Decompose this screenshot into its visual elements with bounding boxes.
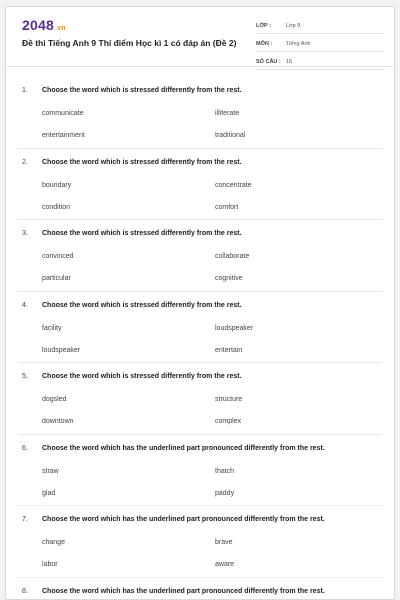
question-item (6, 578, 394, 600)
logo-main: 2048 (22, 17, 54, 33)
answer-option[interactable]: aware (215, 561, 235, 568)
question-number: 6. (22, 444, 28, 452)
question-text: Choose the word which is stressed differently from the rest. (42, 373, 242, 380)
answer-option[interactable]: paddy (215, 489, 235, 497)
question-item (6, 506, 394, 578)
meta-question-count (256, 55, 384, 70)
question-number: 1. (22, 87, 28, 94)
meta-label: MÔN : (256, 41, 273, 47)
question-item (6, 292, 394, 364)
answer-option[interactable]: loudspeaker (42, 346, 81, 354)
question-item (6, 77, 394, 149)
answer-option[interactable]: labor (42, 561, 58, 568)
question-heading (22, 588, 325, 595)
answer-option[interactable]: traditional (215, 132, 246, 139)
meta-value: 16 (286, 59, 293, 65)
meta-value: Tiếng Anh (286, 41, 311, 47)
meta-grade (256, 19, 384, 34)
answer-option[interactable]: collaborate (215, 253, 250, 260)
answer-option[interactable]: straw (42, 467, 59, 475)
question-number: 7. (22, 516, 28, 523)
answer-option[interactable]: entertain (215, 346, 243, 354)
answer-option[interactable]: cognitive (215, 275, 243, 282)
answer-option[interactable]: condition (42, 203, 71, 211)
exam-title: Đề thi Tiếng Anh 9 Thí điểm Học kì 1 có đáp án (Đề 2) (22, 38, 237, 48)
meta-label: LỚP : (256, 23, 271, 29)
meta-value: Lớp 9 (286, 23, 301, 29)
answer-option[interactable]: particular (42, 275, 71, 282)
question-heading (22, 516, 325, 523)
exam-meta (256, 19, 384, 73)
exam-sheet (5, 6, 395, 600)
answer-option[interactable]: communicate (42, 110, 84, 117)
answer-option[interactable]: entertainment (42, 132, 85, 139)
question-heading (22, 87, 242, 94)
question-text: Choose the word which is stressed differently from the rest. (42, 230, 242, 237)
question-text: Choose the word which is stressed differently from the rest. (42, 87, 242, 94)
answer-option[interactable]: loudspeaker (215, 324, 254, 332)
question-item (6, 220, 394, 292)
answer-option[interactable]: glad (42, 489, 56, 497)
question-number: 3. (22, 230, 28, 237)
answer-option[interactable]: complex (215, 418, 242, 425)
question-heading (22, 445, 325, 452)
answer-option[interactable]: downtown (42, 418, 74, 425)
question-text: Choose the word which has the underlined part pronounced differently from the rest. (42, 587, 325, 595)
answer-option[interactable]: convinced (42, 253, 74, 260)
question-list (6, 77, 394, 600)
question-item (6, 149, 394, 221)
answer-option[interactable]: brave (215, 539, 233, 546)
question-text: Choose the word which is stressed differently from the rest. (42, 301, 242, 309)
question-item (6, 435, 394, 507)
answer-option[interactable]: facility (42, 324, 62, 332)
answer-option[interactable]: concentrate (215, 181, 252, 189)
question-text: Choose the word which has the underlined part pronounced differently from the rest. (42, 444, 325, 452)
question-text: Choose the word which is stressed differently from the rest. (42, 158, 242, 166)
answer-option[interactable]: change (42, 539, 65, 546)
meta-subject (256, 37, 384, 52)
question-number: 8. (22, 587, 28, 595)
site-logo[interactable] (22, 17, 66, 33)
meta-label: SỐ CÂU : (256, 59, 281, 65)
answer-option[interactable]: illiterate (215, 110, 240, 117)
question-heading (22, 159, 242, 166)
question-heading (22, 302, 242, 309)
answer-option[interactable]: dogsled (42, 396, 67, 403)
question-text: Choose the word which has the underlined part pronounced differently from the rest. (42, 516, 325, 523)
question-heading (22, 373, 242, 380)
answer-option[interactable]: boundary (42, 181, 72, 189)
answer-option[interactable]: thatch (215, 467, 235, 475)
exam-header (6, 7, 394, 67)
question-number: 4. (22, 301, 28, 309)
question-heading (22, 230, 242, 237)
question-number: 5. (22, 373, 28, 380)
question-item (6, 363, 394, 435)
question-number: 2. (22, 158, 28, 166)
answer-option[interactable]: structure (215, 396, 243, 403)
answer-option[interactable]: comfort (215, 203, 239, 211)
logo-suffix: .vn (54, 25, 66, 32)
